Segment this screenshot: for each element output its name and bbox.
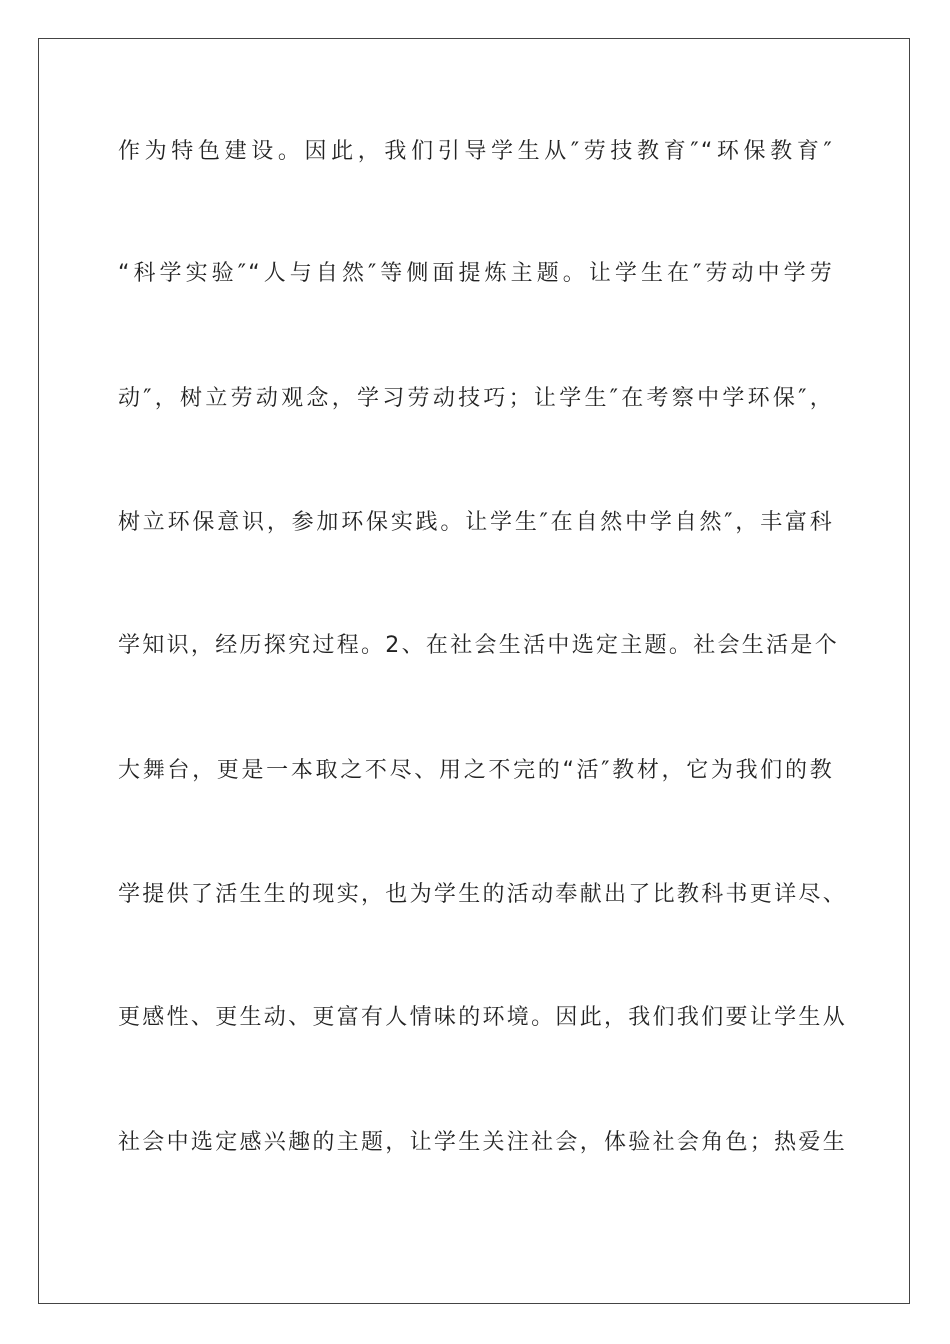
text-line-2: “科学实验″“人与自然″等侧面提炼主题。让学生在″劳动中学劳 [118,261,834,286]
text-line-6: 大舞台，更是一本取之不尽、用之不完的“活″教材，它为我们的教 [118,758,834,783]
text-line-9: 社会中选定感兴趣的主题，让学生关注社会，体验社会角色；热爱生 [118,1130,848,1155]
text-line-4: 树立环保意识，参加环保实践。让学生″在自然中学自然″，丰富科 [118,510,834,535]
text-line-5: 学知识，经历探究过程。2、在社会生活中选定主题。社会生活是个 [118,633,839,658]
page-border [38,38,910,1304]
text-line-1: 作为特色建设。因此，我们引导学生从″劳技教育″“环保教育″ [118,139,834,164]
text-line-7: 学提供了活生生的现实，也为学生的活动奉献出了比教科书更详尽、 [118,882,848,907]
text-line-3: 动″，树立劳动观念，学习劳动技巧；让学生″在考察中学环保″， [118,386,834,411]
text-line-8: 更感性、更生动、更富有人情味的环境。因此，我们我们要让学生从 [118,1005,848,1030]
